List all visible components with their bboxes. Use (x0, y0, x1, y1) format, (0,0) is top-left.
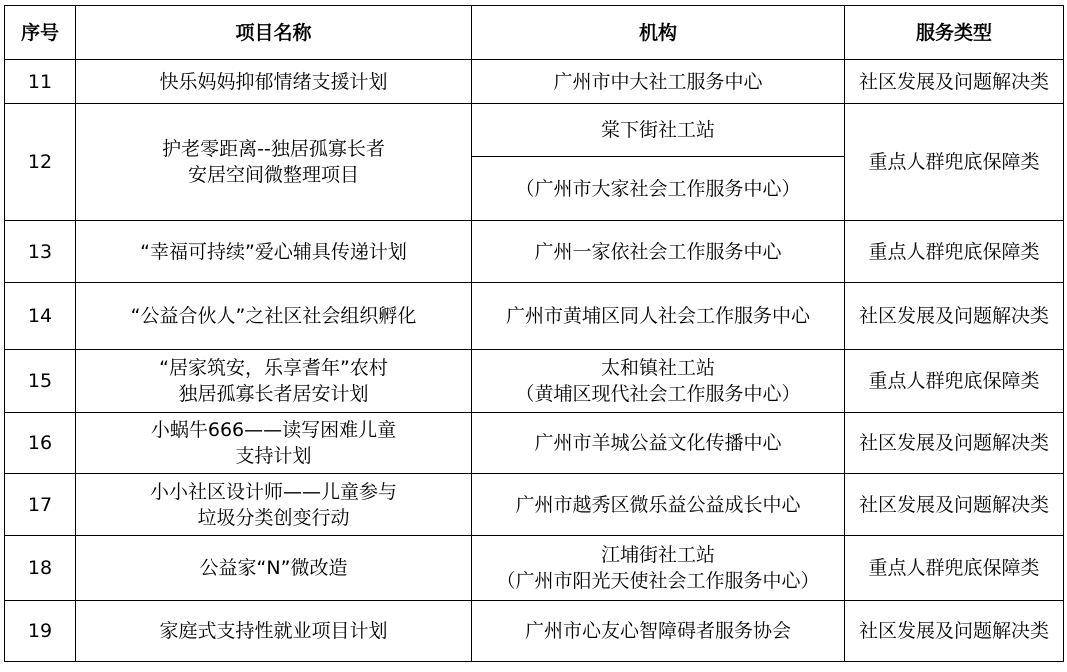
header-no: 序号 (5, 6, 76, 60)
cell-name (76, 474, 472, 536)
cell-name (76, 536, 472, 601)
cell-type: 社区发展及问题解决类 (845, 413, 1064, 474)
name-line: 小蜗牛666——读写困难儿童 (150, 419, 397, 441)
name-line: 支持计划 (235, 445, 312, 467)
org-line: （广州市阳光天使社会工作服务中心） (496, 570, 820, 592)
name-line: 家庭式支持性就业项目计划 (159, 620, 388, 642)
org-line: 广州市心友心智障碍者服务协会 (524, 620, 791, 642)
header-name: 项目名称 (76, 6, 472, 60)
cell-org (472, 283, 845, 350)
cell-name (76, 413, 472, 474)
cell-type: 社区发展及问题解决类 (845, 283, 1064, 350)
cell-org (472, 104, 845, 157)
name-line: “居家筑安，乐享耆年”农村 (159, 357, 388, 379)
cell-name (76, 601, 472, 662)
cell-org (472, 350, 845, 413)
cell-type: 重点人群兜底保障类 (845, 221, 1064, 283)
org-line: 广州市中大社工服务中心 (553, 70, 763, 93)
org-line: 棠下街社工站 (600, 119, 715, 141)
header-row (5, 6, 1064, 60)
org-line: 广州市黄埔区同人社会工作服务中心 (505, 305, 810, 327)
cell-name (76, 350, 472, 413)
cell-type: 重点人群兜底保障类 (845, 350, 1064, 413)
table-row (5, 601, 1064, 662)
org-line: 广州市羊城公益文化传播中心 (534, 432, 782, 454)
project-table (4, 5, 1064, 662)
name-line: 安居空间微整理项目 (187, 164, 359, 186)
name-line: “幸福可持续”爱心辅具传递计划 (140, 240, 407, 263)
table-row (5, 350, 1064, 413)
org-line: 太和镇社工站 (600, 357, 715, 379)
name-line: 小小社区设计师——儿童参与 (149, 480, 397, 503)
cell-no: 14 (5, 283, 76, 350)
cell-org (472, 413, 845, 474)
cell-org (472, 601, 845, 662)
table-row (5, 60, 1064, 104)
cell-type: 社区发展及问题解决类 (845, 60, 1064, 104)
cell-org (472, 474, 845, 536)
cell-type: 重点人群兜底保障类 (845, 104, 1064, 221)
cell-org (472, 60, 845, 104)
name-line: 公益家“N”微改造 (199, 557, 348, 579)
cell-no: 19 (5, 601, 76, 662)
cell-name (76, 221, 472, 283)
name-line: “公益合伙人”之社区社会组织孵化 (130, 305, 417, 327)
cell-name (76, 283, 472, 350)
header-type: 服务类型 (845, 6, 1064, 60)
cell-type: 社区发展及问题解决类 (845, 474, 1064, 536)
table-row (5, 104, 1064, 157)
org-line: 广州一家依社会工作服务中心 (534, 240, 782, 263)
cell-name (76, 104, 472, 221)
cell-name (76, 60, 472, 104)
org-line: 广州市越秀区微乐益公益成长中心 (515, 493, 801, 516)
cell-no: 17 (5, 474, 76, 536)
cell-no: 18 (5, 536, 76, 601)
org-line: （广州市大家社会工作服务中心） (515, 177, 801, 200)
header-org: 机构 (472, 6, 845, 60)
table-row (5, 474, 1064, 536)
cell-no: 16 (5, 413, 76, 474)
cell-type: 重点人群兜底保障类 (845, 536, 1064, 601)
org-line: （黄埔区现代社会工作服务中心） (515, 383, 801, 405)
table-row (5, 536, 1064, 601)
cell-no: 15 (5, 350, 76, 413)
name-line: 快乐妈妈抑郁情绪支援计划 (159, 70, 388, 93)
table-row (5, 283, 1064, 350)
cell-type: 社区发展及问题解决类 (845, 601, 1064, 662)
cell-no: 12 (5, 104, 76, 221)
table-row (5, 413, 1064, 474)
table-row (5, 221, 1064, 283)
cell-org (472, 221, 845, 283)
cell-org (472, 157, 845, 221)
cell-org (472, 536, 845, 601)
name-line: 独居孤寡长者居安计划 (178, 383, 369, 405)
name-line: 垃圾分类创变行动 (197, 506, 350, 529)
name-line: 护老零距离--独居孤寡长者 (162, 138, 385, 160)
cell-no: 13 (5, 221, 76, 283)
cell-no: 11 (5, 60, 76, 104)
org-line: 江埔街社工站 (600, 544, 715, 566)
